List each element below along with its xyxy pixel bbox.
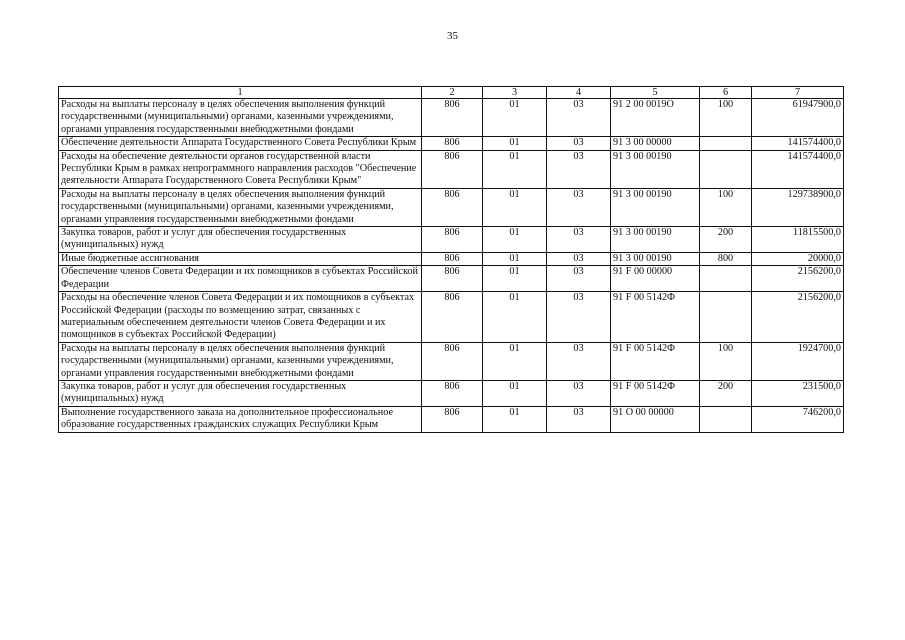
amount-cell: 1924700,0: [752, 342, 844, 380]
column-header: 2: [422, 87, 483, 99]
expense-name-cell: Расходы на обеспечение членов Совета Федерации и их помощников в субъектах Российской Федерации (расходы по возмещению затрат, связанных с материальным обеспечением деятельности членов Совета Федерации и их помощников в субъектах Российской Федерации): [59, 292, 422, 343]
column-header: 1: [59, 87, 422, 99]
target-item-cell: 91 3 00 00190: [611, 227, 700, 253]
ministry-code-cell: 806: [422, 406, 483, 432]
amount-cell: 231500,0: [752, 380, 844, 406]
table-row: [59, 137, 844, 150]
table-row: [59, 227, 844, 253]
subsection-code-cell: 03: [547, 99, 611, 137]
column-header: 4: [547, 87, 611, 99]
section-code-cell: 01: [483, 406, 547, 432]
section-code-cell: 01: [483, 252, 547, 265]
column-header: 3: [483, 87, 547, 99]
target-item-cell: 91 3 00 00000: [611, 137, 700, 150]
section-code-cell: 01: [483, 99, 547, 137]
subsection-code-cell: 03: [547, 150, 611, 188]
expense-name-cell: Расходы на обеспечение деятельности органов государственной власти Республики Крым в рамках непрограммного направления расходов "Обеспечение деятельности Аппарата Государственного Совета Республики Крым": [59, 150, 422, 188]
amount-cell: 2156200,0: [752, 292, 844, 343]
target-item-cell: 91 F 00 5142Ф: [611, 342, 700, 380]
target-item-cell: 91 F 00 00000: [611, 266, 700, 292]
table-row: [59, 188, 844, 226]
column-header: 7: [752, 87, 844, 99]
table-row: [59, 380, 844, 406]
section-code-cell: 01: [483, 150, 547, 188]
subsection-code-cell: 03: [547, 406, 611, 432]
target-item-cell: 91 3 00 00190: [611, 188, 700, 226]
expense-type-cell: 100: [700, 99, 752, 137]
expense-type-cell: 100: [700, 342, 752, 380]
expense-type-cell: 800: [700, 252, 752, 265]
target-item-cell: 91 O 00 00000: [611, 406, 700, 432]
subsection-code-cell: 03: [547, 266, 611, 292]
expense-name-cell: Закупка товаров, работ и услуг для обеспечения государственных (муниципальных) нужд: [59, 380, 422, 406]
expense-type-cell: 100: [700, 188, 752, 226]
budget-table: [58, 86, 844, 433]
target-item-cell: 91 F 00 5142Ф: [611, 292, 700, 343]
section-code-cell: 01: [483, 292, 547, 343]
subsection-code-cell: 03: [547, 188, 611, 226]
expense-name-cell: Иные бюджетные ассигнования: [59, 252, 422, 265]
subsection-code-cell: 03: [547, 342, 611, 380]
ministry-code-cell: 806: [422, 99, 483, 137]
expense-type-cell: [700, 292, 752, 343]
section-code-cell: 01: [483, 266, 547, 292]
table-row: [59, 292, 844, 343]
ministry-code-cell: 806: [422, 342, 483, 380]
ministry-code-cell: 806: [422, 188, 483, 226]
section-code-cell: 01: [483, 188, 547, 226]
header-row: [59, 87, 844, 99]
expense-type-cell: [700, 266, 752, 292]
subsection-code-cell: 03: [547, 380, 611, 406]
table-row: [59, 342, 844, 380]
expense-name-cell: Обеспечение деятельности Аппарата Государственного Совета Республики Крым: [59, 137, 422, 150]
amount-cell: 141574400,0: [752, 150, 844, 188]
page-number: 35: [447, 30, 458, 42]
target-item-cell: 91 2 00 0019O: [611, 99, 700, 137]
ministry-code-cell: 806: [422, 266, 483, 292]
section-code-cell: 01: [483, 227, 547, 253]
table-row: [59, 406, 844, 432]
section-code-cell: 01: [483, 137, 547, 150]
table-row: [59, 99, 844, 137]
amount-cell: 141574400,0: [752, 137, 844, 150]
expense-name-cell: Расходы на выплаты персоналу в целях обеспечения выполнения функций государственными (муниципальными) органами, казенными учреждениями, органами управления государственными внебюджетными фондами: [59, 99, 422, 137]
column-header: 5: [611, 87, 700, 99]
ministry-code-cell: 806: [422, 252, 483, 265]
expense-type-cell: 200: [700, 227, 752, 253]
ministry-code-cell: 806: [422, 227, 483, 253]
expense-name-cell: Расходы на выплаты персоналу в целях обеспечения выполнения функций государственными (муниципальными) органами, казенными учреждениями, органами управления государственными внебюджетными фондами: [59, 342, 422, 380]
table-body: [59, 99, 844, 433]
target-item-cell: 91 F 00 5142Ф: [611, 380, 700, 406]
amount-cell: 2156200,0: [752, 266, 844, 292]
expense-name-cell: Расходы на выплаты персоналу в целях обеспечения выполнения функций государственными (муниципальными) органами, казенными учреждениями, органами управления государственными внебюджетными фондами: [59, 188, 422, 226]
amount-cell: 129738900,0: [752, 188, 844, 226]
ministry-code-cell: 806: [422, 150, 483, 188]
expense-type-cell: [700, 406, 752, 432]
subsection-code-cell: 03: [547, 292, 611, 343]
amount-cell: 20000,0: [752, 252, 844, 265]
table-row: [59, 266, 844, 292]
amount-cell: 61947900,0: [752, 99, 844, 137]
amount-cell: 11815500,0: [752, 227, 844, 253]
expense-type-cell: [700, 137, 752, 150]
ministry-code-cell: 806: [422, 137, 483, 150]
expense-type-cell: 200: [700, 380, 752, 406]
ministry-code-cell: 806: [422, 380, 483, 406]
subsection-code-cell: 03: [547, 252, 611, 265]
subsection-code-cell: 03: [547, 227, 611, 253]
table-header: [59, 87, 844, 99]
amount-cell: 746200,0: [752, 406, 844, 432]
section-code-cell: 01: [483, 380, 547, 406]
target-item-cell: 91 3 00 00190: [611, 252, 700, 265]
expense-name-cell: Закупка товаров, работ и услуг для обеспечения государственных (муниципальных) нужд: [59, 227, 422, 253]
subsection-code-cell: 03: [547, 137, 611, 150]
section-code-cell: 01: [483, 342, 547, 380]
expense-name-cell: Обеспечение членов Совета Федерации и их помощников в субъектах Российской Федерации: [59, 266, 422, 292]
ministry-code-cell: 806: [422, 292, 483, 343]
table-row: [59, 150, 844, 188]
expense-type-cell: [700, 150, 752, 188]
table-row: [59, 252, 844, 265]
target-item-cell: 91 3 00 00190: [611, 150, 700, 188]
expense-name-cell: Выполнение государственного заказа на дополнительное профессиональное образование государственных гражданских служащих Республики Крым: [59, 406, 422, 432]
column-header: 6: [700, 87, 752, 99]
